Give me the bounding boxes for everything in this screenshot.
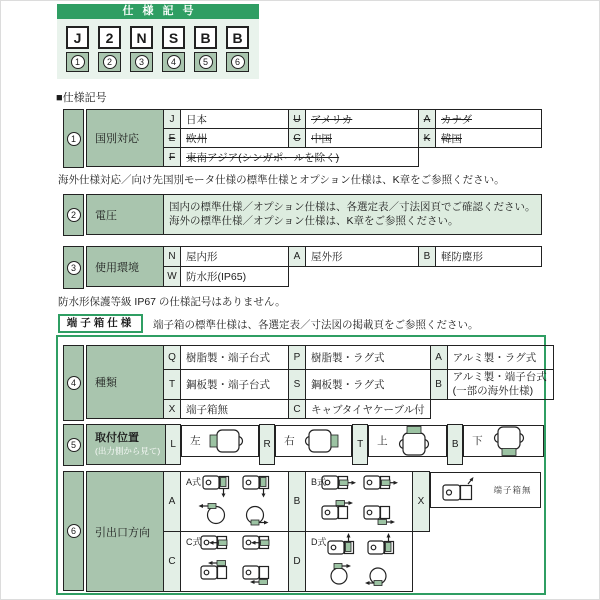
- environment-table: [86, 246, 542, 287]
- code-cell: A: [289, 247, 306, 267]
- motor-position-top-icon: [396, 426, 432, 456]
- code-cell: S: [289, 370, 306, 400]
- code-cell: T: [164, 370, 181, 400]
- position-left-cell: 左: [181, 425, 259, 457]
- mounting-position-table: [86, 424, 544, 465]
- code-box-3: N: [130, 26, 153, 49]
- no-terminal-box-diagram: [439, 473, 485, 507]
- voltage-line2: 海外の標準仕様／オプション仕様は、K章をご参照ください。: [169, 214, 459, 227]
- code-cell: W: [164, 267, 181, 287]
- code-cell: K: [419, 129, 436, 148]
- direction-b-cell: B式: [306, 472, 413, 532]
- code-cell: C: [289, 129, 306, 148]
- spec-code-banner: 仕様記号: [57, 4, 259, 19]
- code-cell: B: [448, 425, 463, 465]
- row3-number-cell: [63, 246, 84, 289]
- value-cell: キャブタイヤケーブル付: [306, 400, 431, 419]
- circled-number: 2: [67, 208, 81, 222]
- number-box-5: [194, 52, 217, 72]
- circled-number: 2: [103, 55, 117, 69]
- circled-number: 4: [67, 376, 81, 390]
- code-cell: F: [164, 148, 181, 167]
- code-cell: Q: [164, 346, 181, 370]
- circled-number: 3: [135, 55, 149, 69]
- code-cell: R: [260, 425, 275, 465]
- number-box-2: [98, 52, 121, 72]
- row4-number-cell: [63, 345, 84, 421]
- motor-position-left-icon: [209, 426, 245, 456]
- voltage-text-cell: [164, 195, 542, 235]
- waterproof-note: 防水形保護等級 IP67 の仕様記号はありません。: [58, 296, 286, 308]
- country-table: [86, 109, 542, 167]
- country-note: 海外仕様対応／向け先国別モータ仕様の標準仕様とオプション仕様は、K章をご参照ください。: [58, 174, 505, 186]
- code-cell: P: [289, 346, 306, 370]
- value-cell: アルミ製・ラグ式: [447, 346, 553, 370]
- voltage-line1: 国内の標準仕様／オプション仕様は、各選定表／寸法図頁でご確認ください。: [169, 201, 536, 214]
- code-box-4: S: [162, 26, 185, 49]
- value-cell: 中国: [306, 129, 419, 148]
- row3-label: 使用環境: [87, 247, 164, 287]
- code-box-6: B: [226, 26, 249, 49]
- code-box-5: B: [194, 26, 217, 49]
- section-title: ■仕様記号: [56, 92, 107, 104]
- code-cell: X: [164, 400, 181, 419]
- value-cell: 東南アジア(シンガポールを除く): [181, 148, 419, 167]
- position-right-cell: 右: [275, 425, 352, 457]
- motor-position-bottom-icon: [491, 426, 527, 456]
- type-table: [86, 345, 554, 419]
- code-cell: C: [164, 532, 181, 592]
- voltage-table: [86, 194, 542, 235]
- code-cell: J: [164, 110, 181, 129]
- circled-number: 5: [199, 55, 213, 69]
- row5-label: 取付位置 (出力側から見て): [87, 425, 166, 465]
- value-cell: アメリカ: [306, 110, 419, 129]
- value-cell: 屋外形: [306, 247, 419, 267]
- code-box-2: 2: [98, 26, 121, 49]
- value-cell: アルミ製・端子台式 (一部の海外仕様): [447, 370, 553, 400]
- terminal-box-section-label: 端子箱仕様: [58, 314, 143, 333]
- code-cell: N: [164, 247, 181, 267]
- value-cell: 鋼板製・端子台式: [181, 370, 289, 400]
- row1-number-cell: [63, 109, 84, 168]
- value-cell: 鋼板製・ラグ式: [306, 370, 431, 400]
- circled-number: 6: [67, 524, 81, 538]
- row2-number-cell: [63, 194, 84, 236]
- value-cell: 日本: [181, 110, 289, 129]
- code-cell: X: [413, 472, 430, 532]
- position-bottom-cell: 下: [463, 425, 544, 457]
- circled-number: 5: [67, 438, 81, 452]
- spec-code-boxes: [66, 26, 249, 49]
- code-cell: C: [289, 400, 306, 419]
- code-cell: T: [353, 425, 368, 465]
- row6-number-cell: [63, 471, 84, 591]
- value-cell: 屋内形: [181, 247, 289, 267]
- spec-code-panel: [57, 19, 259, 79]
- code-cell: L: [166, 425, 181, 465]
- code-box-1: J: [66, 26, 89, 49]
- value-cell: 防水形(IP65): [181, 267, 289, 287]
- circled-number: 4: [167, 55, 181, 69]
- spec-number-boxes: [66, 52, 249, 72]
- direction-a-cell: A式: [181, 472, 289, 532]
- code-cell: D: [289, 532, 306, 592]
- code-cell: A: [419, 110, 436, 129]
- code-cell: B: [430, 370, 447, 400]
- value-cell: 端子箱無: [181, 400, 289, 419]
- number-box-1: [66, 52, 89, 72]
- code-cell: U: [289, 110, 306, 129]
- lead-direction-table: [86, 471, 542, 592]
- value-cell: 樹脂製・ラグ式: [306, 346, 431, 370]
- terminal-box-note: 端子箱の標準仕様は、各選定表／寸法図の掲載頁をご参照ください。: [153, 319, 479, 331]
- direction-x-cell: [430, 472, 541, 508]
- value-cell: 欧州: [181, 129, 289, 148]
- value-cell: 樹脂製・端子台式: [181, 346, 289, 370]
- circled-number: 1: [67, 132, 81, 146]
- row4-label: 種類: [87, 346, 164, 419]
- position-top-cell: 上: [368, 425, 447, 457]
- circled-number: 3: [67, 261, 81, 275]
- circled-number: 6: [231, 55, 245, 69]
- row5-number-cell: [63, 424, 84, 466]
- code-cell: B: [289, 472, 306, 532]
- number-box-4: [162, 52, 185, 72]
- value-cell: 軽防塵形: [436, 247, 542, 267]
- code-cell: B: [419, 247, 436, 267]
- row1-label: 国別対応: [87, 110, 164, 167]
- circled-number: 1: [71, 55, 85, 69]
- direction-d-cell: D式: [306, 532, 413, 592]
- motor-position-right-icon: [303, 426, 339, 456]
- number-box-3: [130, 52, 153, 72]
- code-cell: E: [164, 129, 181, 148]
- row6-label: 引出口方向: [87, 472, 164, 592]
- number-box-6: [226, 52, 249, 72]
- value-cell: カナダ: [436, 110, 542, 129]
- code-cell: A: [164, 472, 181, 532]
- row2-label: 電圧: [87, 195, 164, 235]
- direction-c-cell: C式: [181, 532, 289, 592]
- code-cell: A: [430, 346, 447, 370]
- value-cell: 韓国: [436, 129, 542, 148]
- no-terminal-box-caption: 端子箱無: [493, 484, 532, 495]
